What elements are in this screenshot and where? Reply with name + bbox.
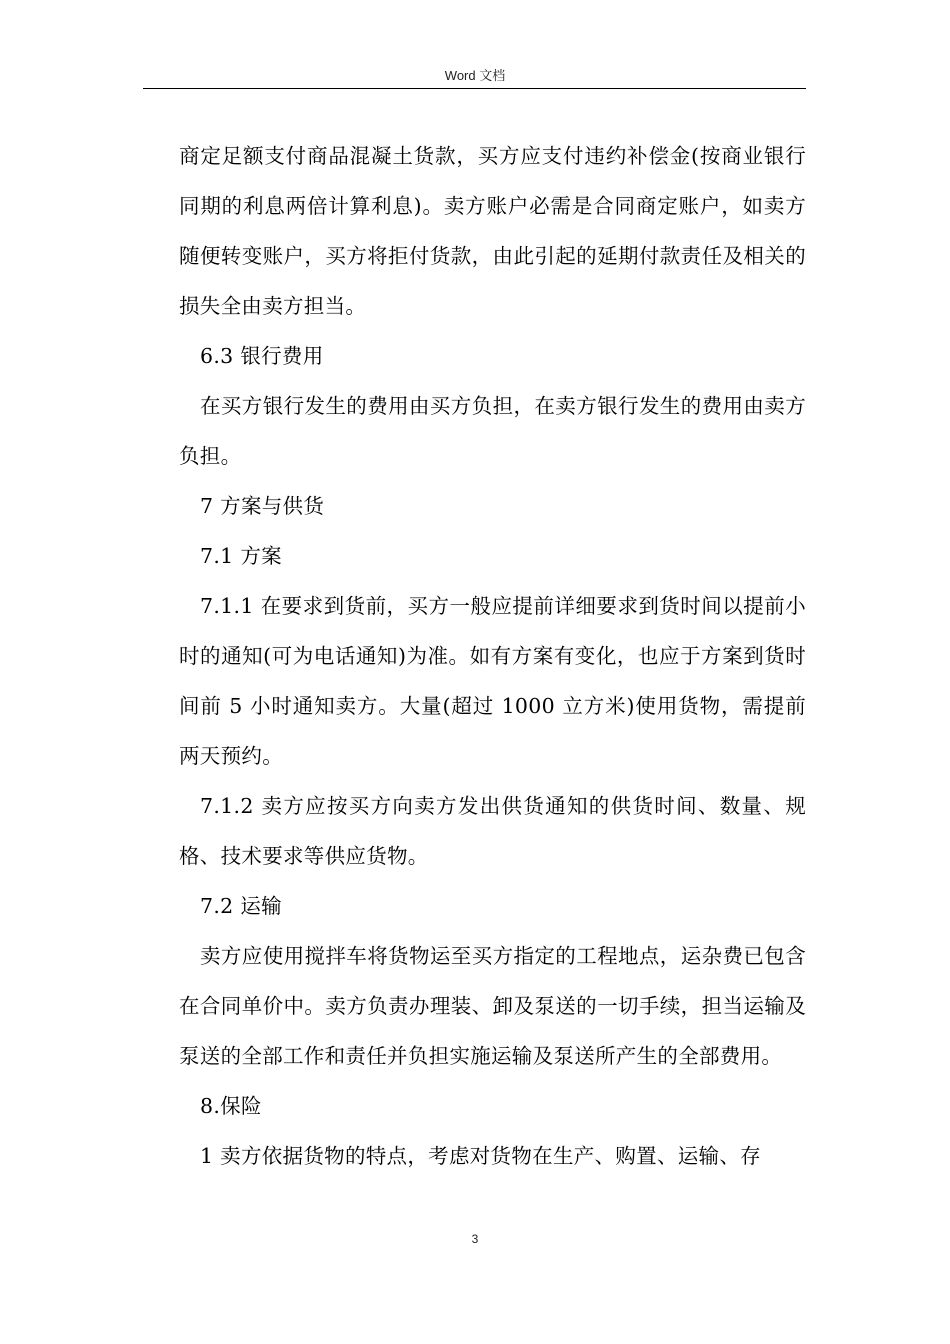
- page-number: 3: [471, 1232, 479, 1246]
- heading-plan-and-supply: 7 方案与供货: [200, 494, 325, 518]
- page-header: Word 文档: [444, 68, 506, 83]
- paragraph-insurance: 1 卖方依据货物的特点，考虑对货物在生产、购置、运输、存: [200, 1144, 761, 1168]
- paragraph-payment-terms: 商定足额支付商品混凝土货款，买方应支付违约补偿金(按商业银行同期的利息两倍计算利息)。卖方账户必需是合同商定账户，如卖方随便转变账户，买方将拒付货款，由此引起的延期付款责任及相关的损失全由卖方担当。: [179, 144, 806, 318]
- paragraph-clause-7-1-1: 7.1.1 在要求到货前，买方一般应提前详细要求到货时间以提前小时的通知(可为电话通知)为准。如有方案有变化，也应于方案到货时间前 5 小时通知卖方。大量(超过 1000 立方米)使用货物，需提前两天预约。: [179, 594, 806, 768]
- paragraph-bank-fees: 在买方银行发生的费用由买方负担，在卖方银行发生的费用由卖方负担。: [179, 394, 806, 468]
- paragraph-clause-7-1-2: 7.1.2 卖方应按买方向卖方发出供货通知的供货时间、数量、规格、技术要求等供应货物。: [179, 794, 806, 868]
- heading-bank-fees: 6.3 银行费用: [200, 344, 324, 368]
- heading-plan: 7.1 方案: [200, 544, 282, 568]
- heading-transport: 7.2 运输: [200, 894, 282, 918]
- paragraph-transport: 卖方应使用搅拌车将货物运至买方指定的工程地点，运杂费已包含在合同单价中。卖方负责办理装、卸及泵送的一切手续，担当运输及泵送的全部工作和责任并负担实施运输及泵送所产生的全部费用。: [179, 944, 806, 1068]
- document-body: [179, 131, 806, 1181]
- header-divider: [143, 88, 806, 89]
- heading-insurance: 8.保险: [200, 1094, 262, 1118]
